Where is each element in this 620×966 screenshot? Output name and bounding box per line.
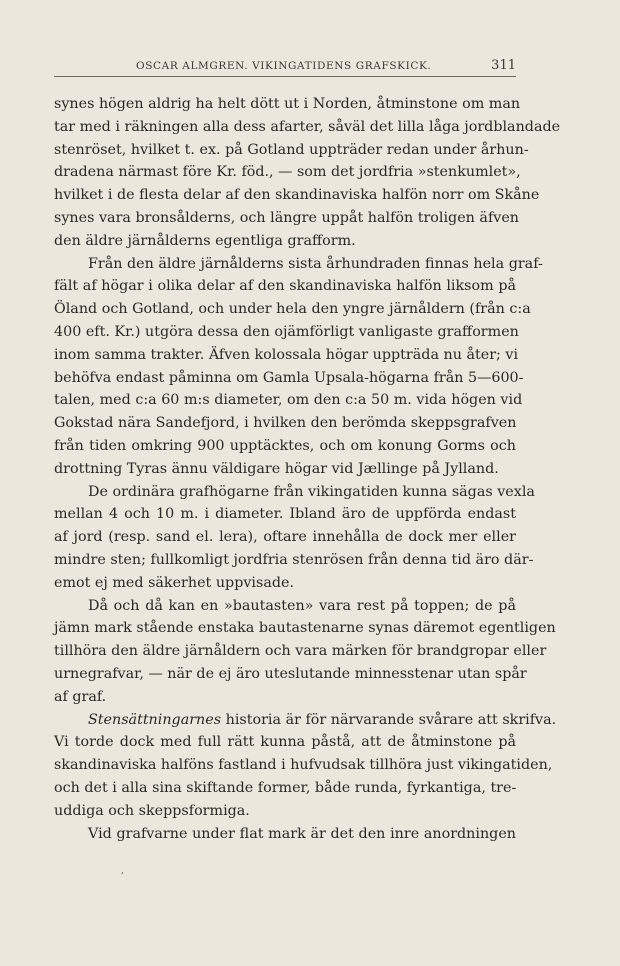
text-line: Vi torde dock med full rätt kunna påstå, att de åtminstone på (54, 734, 516, 751)
body-text (54, 93, 561, 845)
text-line: uddiga och skeppsformiga. (54, 802, 250, 819)
text-line: mellan 4 och 10 m. i diameter. Ibland äro de uppförda endast (54, 506, 516, 523)
text-line (54, 709, 557, 732)
text-line: behöfva endast påminna om Gamla Upsala-högarna från 5—600- (54, 369, 524, 386)
text-line: Vid grafvarne under flat mark är det den inre anordningen (88, 825, 516, 842)
text-line: skandinaviska halföns fastland i hufvudsak tillhöra just vikingatiden, (54, 757, 553, 774)
text-line: från tiden omkring 900 upptäcktes, och om konung Gorms och (54, 437, 516, 454)
running-head: OSCAR ALMGREN. VIKINGATIDENS GRAFSKICK. (136, 60, 432, 72)
header-rule (54, 76, 516, 77)
text-line: drottning Tyras ännu väldigare högar vid Jællinge på Jylland. (54, 460, 499, 477)
page-number: 311 (491, 58, 516, 73)
text-line: talen, med c:a 60 m:s diameter, om den c:a 50 m. vida högen vid (54, 392, 523, 409)
text-line: stenröset, hvilket t. ex. på Gotland uppträder redan under århun- (54, 141, 529, 158)
text-line: tar med i räkningen alla dess afarter, såväl det lilla låga jordblandade (54, 118, 561, 135)
text-line: den äldre järnålderns egentliga grafform. (54, 232, 356, 249)
text-line: tillhöra den äldre järnåldern och vara märken för brandgropar eller (54, 643, 547, 660)
text-line: mindre sten; fullkomligt jordfria stenrösen från denna tid äro där- (54, 551, 534, 568)
italic-term: Stensättningarnes (88, 711, 222, 728)
page-header (54, 58, 516, 78)
text-line: dradena närmast före Kr. föd., — som det jordfria »stenkumlet», (54, 164, 521, 181)
text-line: 400 eft. Kr.) utgöra dessa den ojämförligt vanligaste grafformen (54, 323, 519, 340)
stray-ink-mark: , (121, 866, 124, 876)
text-line: hvilket i de flesta delar af den skandinaviska halfön norr om Skåne (54, 187, 540, 204)
text-line-rest: historia är för närvarande svårare att skrifva. (221, 711, 557, 728)
text-line: Från den äldre järnålderns sista århundraden finnas hela graf- (88, 255, 543, 272)
text-line: af jord (resp. sand el. lera), oftare innehålla de dock mer eller (54, 529, 516, 546)
text-line: urnegrafvar, — när de ej äro uteslutande minnesstenar utan spår (54, 665, 527, 682)
text-line: af graf. (54, 688, 107, 705)
text-line: synes högen aldrig ha helt dött ut i Norden, åtminstone om man (54, 96, 521, 112)
text-line: Då och då kan en »bautasten» vara rest på toppen; de på (88, 597, 516, 614)
text-line: emot ej med säkerhet uppvisade. (54, 574, 295, 591)
text-line: De ordinära grafhögarne från vikingatiden kunna sägas vexla (88, 483, 535, 500)
text-line: inom samma trakter. Äfven kolossala högar uppträda nu åter; vi (54, 346, 519, 363)
text-line: Gokstad nära Sandefjord, i hvilken den berömda skeppsgrafven (54, 415, 517, 432)
text-line: fält af högar i olika delar af den skandinaviska halfön liksom på (54, 278, 516, 295)
text-line: synes vara bronsålderns, och längre uppåt halfön troligen äfven (54, 209, 519, 226)
text-line: jämn mark stående enstaka bautastenarne synas däremot egentligen (54, 620, 556, 637)
text-line: och det i alla sina skiftande former, både runda, fyrkantiga, tre- (54, 779, 517, 796)
text-line: Öland och Gotland, och under hela den yngre järnåldern (från c:a (54, 301, 531, 318)
